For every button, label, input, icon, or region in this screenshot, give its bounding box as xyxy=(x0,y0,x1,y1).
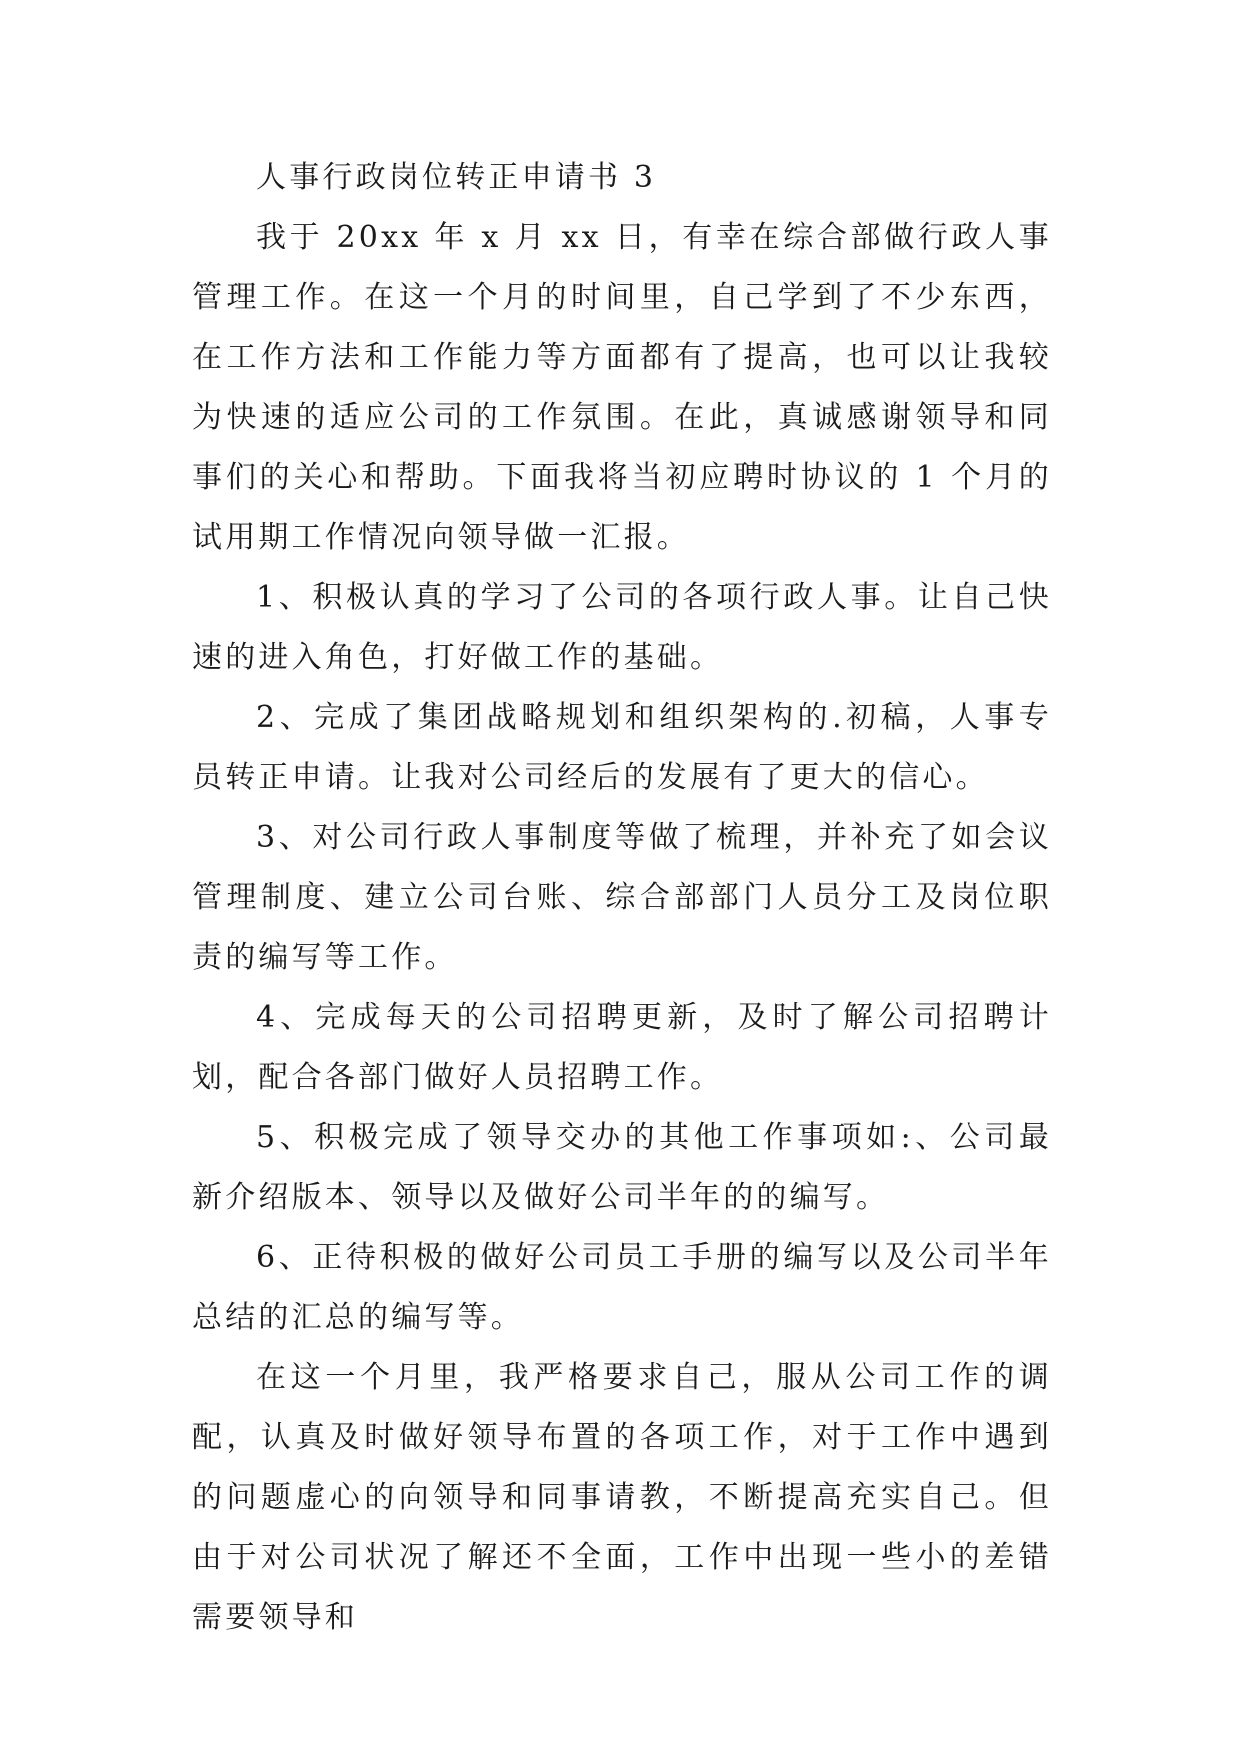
paragraph-item-5: 5、积极完成了领导交办的其他工作事项如:、公司最新介绍版本、领导以及做好公司半年的的编写。 xyxy=(192,1120,1052,1215)
paragraph-item-1: 1、积极认真的学习了公司的各项行政人事。让自己快速的进入角色，打好做工作的基础。 xyxy=(192,580,1052,675)
paragraph-intro: 我于 20xx 年 x 月 xx 日，有幸在综合部做行政人事管理工作。在这一个月的时间里，自己学到了不少东西，在工作方法和工作能力等方面都有了提高，也可以让我较为快速的适应公司的工作氛围。在此，真诚感谢领导和同事们的关心和帮助。下面我将当初应聘时协议的 1 个月的试用期工作情况向领导做一汇报。 xyxy=(192,220,1052,555)
paragraph-item-2: 2、完成了集团战略规划和组织架构的.初稿，人事专员转正申请。让我对公司经后的发展有了更大的信心。 xyxy=(192,700,1052,795)
paragraph-item-6: 6、正待积极的做好公司员工手册的编写以及公司半年总结的汇总的编写等。 xyxy=(192,1240,1052,1335)
document-title: 人事行政岗位转正申请书 3 xyxy=(256,160,657,195)
paragraph-item-4: 4、完成每天的公司招聘更新，及时了解公司招聘计划，配合各部门做好人员招聘工作。 xyxy=(192,1000,1052,1095)
paragraph-item-3: 3、对公司行政人事制度等做了梳理，并补充了如会议管理制度、建立公司台账、综合部部门人员分工及岗位职责的编写等工作。 xyxy=(192,820,1052,975)
paragraph-summary: 在这一个月里，我严格要求自己，服从公司工作的调配，认真及时做好领导布置的各项工作，对于工作中遇到的问题虚心的向领导和同事请教，不断提高充实自己。但由于对公司状况了解还不全面，工作中出现一些小的差错需要领导和 xyxy=(192,1360,1052,1635)
document-body xyxy=(192,148,1052,1648)
